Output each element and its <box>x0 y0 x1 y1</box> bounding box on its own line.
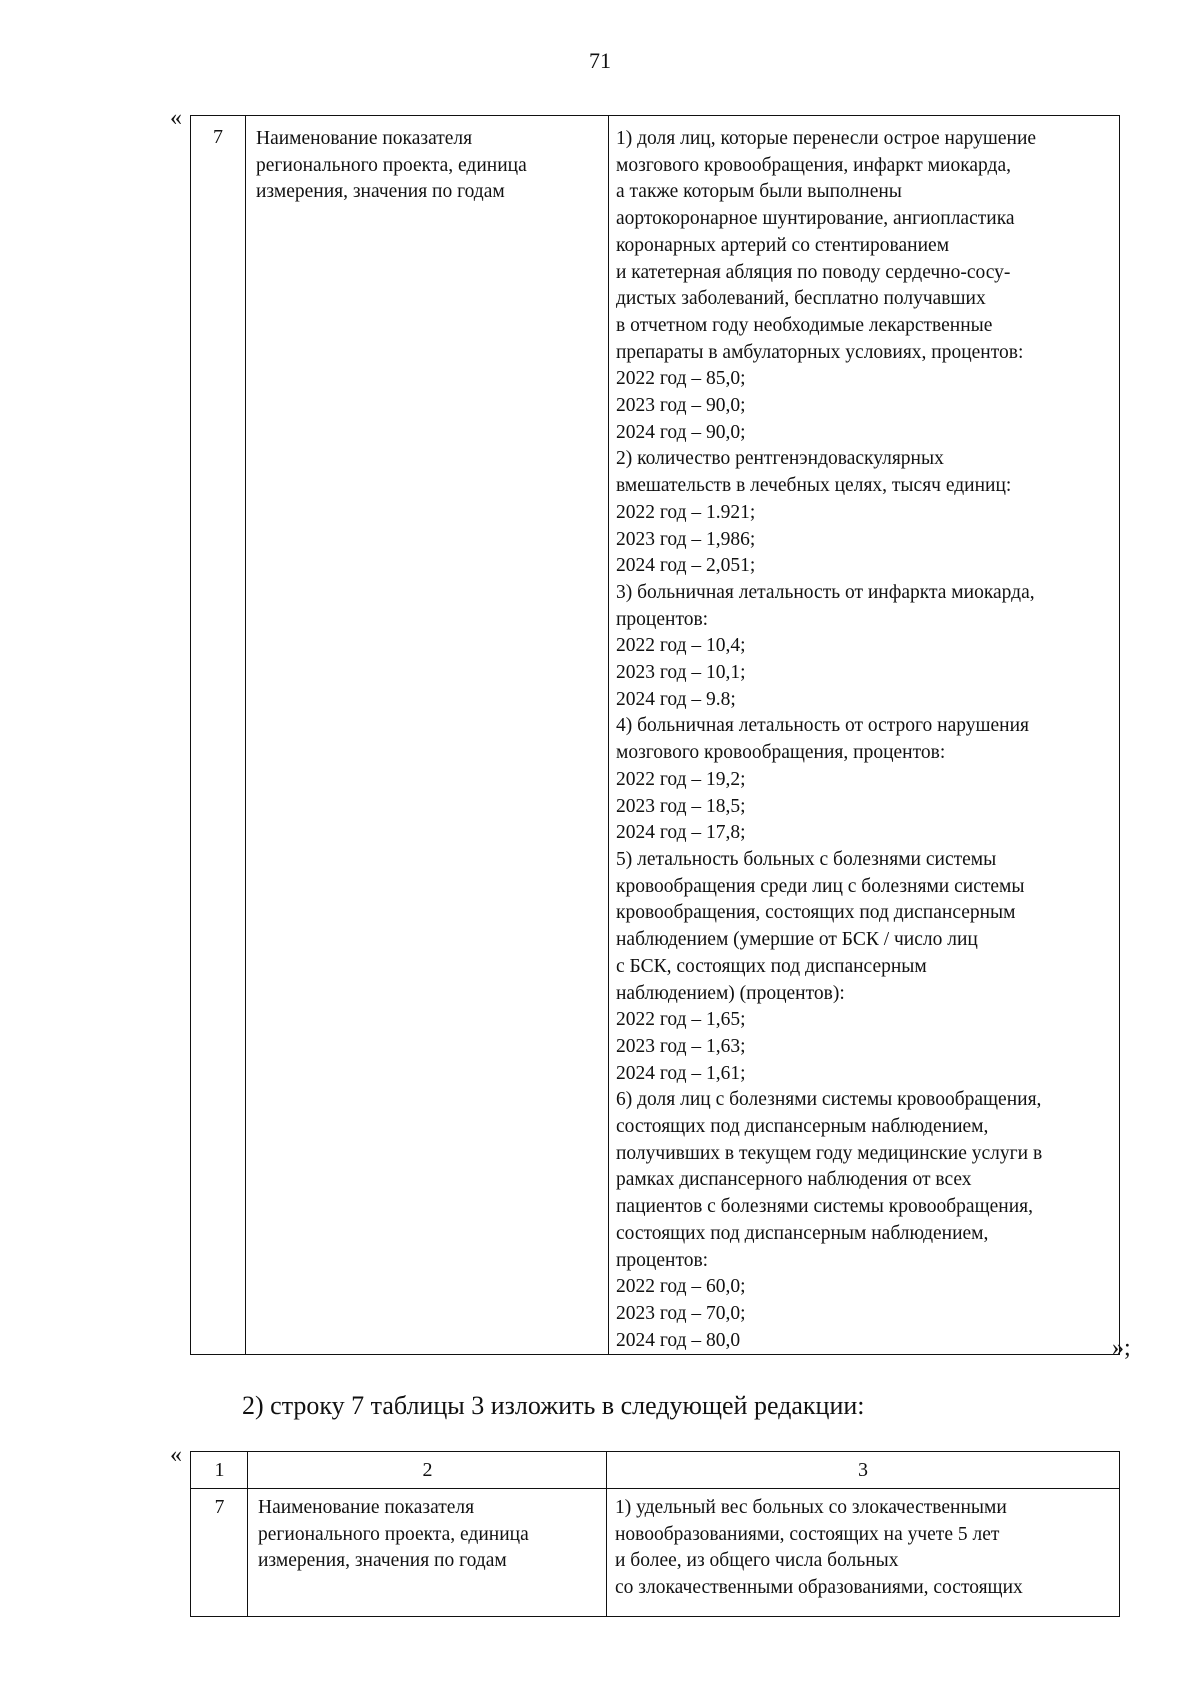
value-line: процентов: <box>616 1249 709 1271</box>
value-line: и катетерная абляция по поводу сердечно-сосу- <box>616 261 1011 283</box>
page-number: 71 <box>589 48 611 73</box>
value-line: 2022 год – 1.921; <box>616 501 756 523</box>
value-line: состоящих под диспансерным наблюдением, <box>616 1116 989 1138</box>
value-line: мозгового кровообращения, инфаркт миокарда, <box>616 154 1011 176</box>
value-line: препараты в амбулаторных условиях, процентов: <box>616 341 1024 363</box>
value-line: мозгового кровообращения, процентов: <box>616 742 946 764</box>
value-line: рамках диспансерного наблюдения от всех <box>616 1169 972 1191</box>
value-line: 5) летальность больных с болезнями системы <box>616 848 997 870</box>
value-line: 2023 год – 90,0; <box>616 395 746 417</box>
value-line: 2024 год – 1,61; <box>616 1062 746 1084</box>
close-quote-mark: »; <box>1112 1335 1131 1361</box>
value-line: дистых заболеваний, бесплатно получавших <box>616 288 986 310</box>
value-line: 2) количество рентгенэндоваскулярных <box>616 448 944 470</box>
value-line: 2022 год – 1,65; <box>616 1009 746 1031</box>
value-line: 2023 год – 18,5; <box>616 795 746 817</box>
value-line: а также которым были выполнены <box>616 181 902 203</box>
value-line: 3) больничная летальность от инфаркта миокарда, <box>616 581 1035 603</box>
indicator-label-cell: Наименование показателя регионального проекта, единица измерения, значения по годам <box>258 1497 529 1572</box>
value-line: со злокачественными образованиями, состоящих <box>615 1577 1023 1599</box>
indicator-table-row-7 <box>190 115 1120 1355</box>
value-line: новообразованиями, состоящих на учете 5 лет <box>615 1523 1000 1545</box>
header-col-2: 2 <box>422 1459 433 1481</box>
value-line: 4) больничная летальность от острого нарушения <box>616 715 1030 737</box>
value-line: процентов: <box>616 608 709 630</box>
value-line: состоящих под диспансерным наблюдением, <box>616 1222 989 1244</box>
value-line: с БСК, состоящих под диспансерным <box>616 955 927 977</box>
value-line: вмешательств в лечебных целях, тысяч единиц: <box>616 475 1012 497</box>
row-number-cell: 7 <box>214 1497 225 1518</box>
header-col-3: 3 <box>858 1459 868 1481</box>
value-line: пациентов с болезнями системы кровообращения, <box>616 1196 1033 1218</box>
value-line: 2024 год – 90,0; <box>616 421 746 443</box>
value-line: 2023 год – 1,63; <box>616 1035 746 1057</box>
open-quote-mark-table3: « <box>170 1442 182 1468</box>
value-line: 6) доля лиц с болезнями системы кровообращения, <box>616 1089 1042 1111</box>
value-line: кровообращения среди лиц с болезнями системы <box>616 875 1025 897</box>
section-heading: 2) строку 7 таблицы 3 изложить в следующей редакции: <box>242 1391 865 1420</box>
value-line: 2024 год – 2,051; <box>616 555 756 577</box>
indicator-label-cell: Наименование показателя регионального проекта, единица измерения, значения по годам <box>246 116 609 1354</box>
indicator-values-cell <box>615 1489 1115 1602</box>
value-line: 2024 год – 9.8; <box>616 688 736 710</box>
value-line: 2024 год – 80,0 <box>616 1329 741 1351</box>
value-line: аортокоронарное шунтирование, ангиопластика <box>616 208 1015 230</box>
value-line: 2023 год – 70,0; <box>616 1302 746 1324</box>
value-line: наблюдением) (процентов): <box>616 982 845 1004</box>
open-quote-mark: « <box>170 105 182 131</box>
value-line: коронарных артерий со стентированием <box>616 234 950 256</box>
value-line: 1) доля лиц, которые перенесли острое нарушение <box>616 128 1037 149</box>
value-line: 2023 год – 1,986; <box>616 528 756 550</box>
value-line: наблюдением (умершие от БСК / число лиц <box>616 929 978 951</box>
value-line: и более, из общего числа больных <box>615 1550 899 1572</box>
value-line: 1) удельный вес больных со злокачественными <box>615 1497 1007 1518</box>
value-line: 2022 год – 60,0; <box>616 1276 746 1298</box>
table3-header-row <box>191 1452 1119 1489</box>
value-line: 2022 год – 19,2; <box>616 768 746 790</box>
value-line: 2024 год – 17,8; <box>616 822 746 844</box>
value-line: 2022 год – 10,4; <box>616 635 746 657</box>
table3-row-7 <box>190 1451 1120 1617</box>
indicator-values-cell <box>609 116 1119 1364</box>
value-line: получивших в текущем году медицинские услуги в <box>616 1142 1043 1164</box>
header-col-1: 1 <box>214 1459 225 1481</box>
value-line: 2023 год – 10,1; <box>616 662 746 684</box>
value-line: 2022 год – 85,0; <box>616 368 746 390</box>
row-number-cell: 7 <box>191 116 246 1354</box>
value-line: кровообращения, состоящих под диспансерным <box>616 902 1016 924</box>
value-line: в отчетном году необходимые лекарственные <box>616 314 993 336</box>
